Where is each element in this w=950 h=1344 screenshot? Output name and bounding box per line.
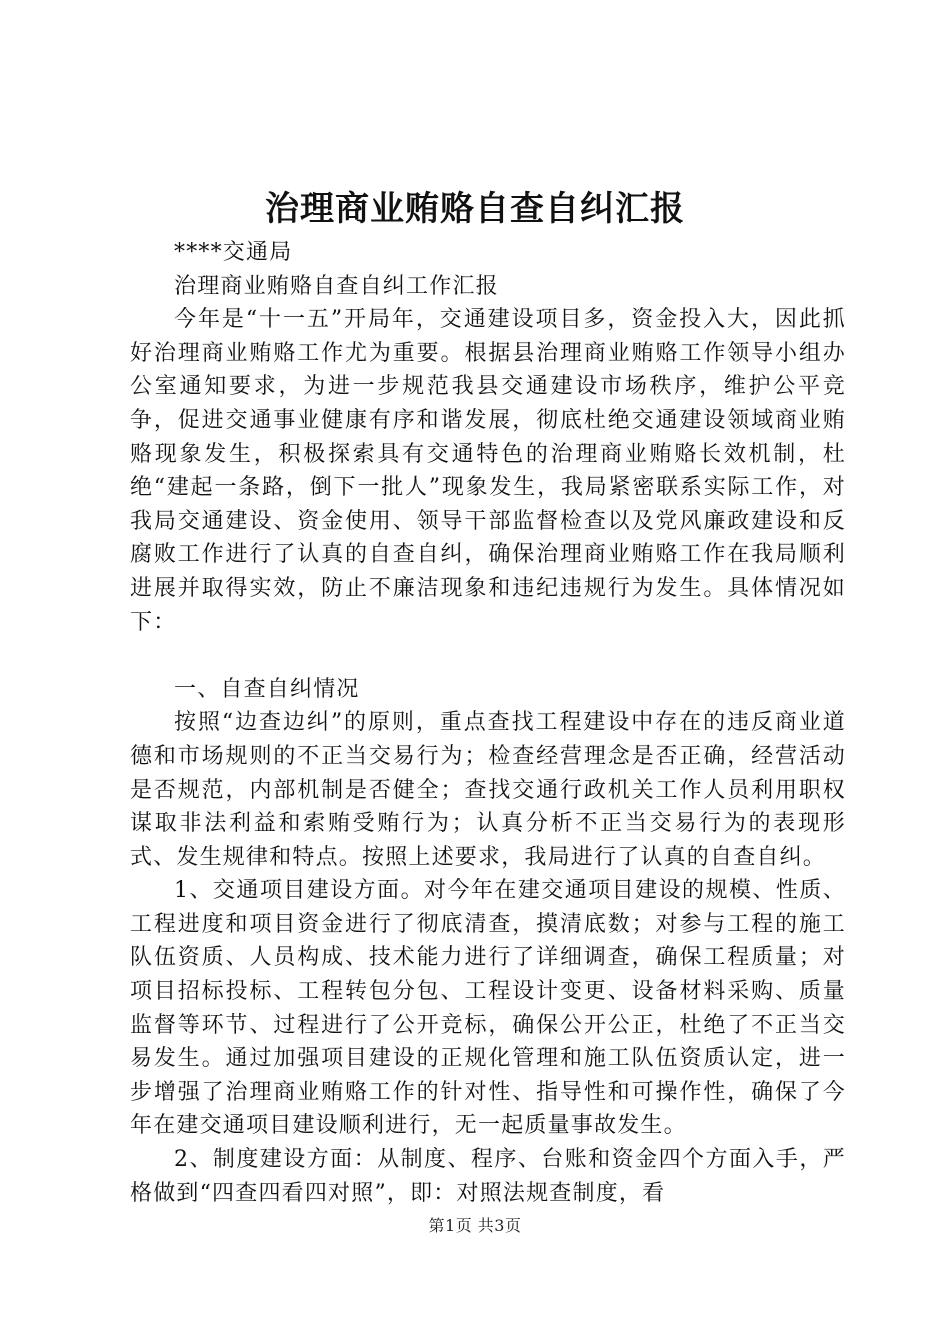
paragraph-subtitle: 治理商业贿赂自查自纠工作汇报 [174, 273, 499, 299]
page-footer: 第1页 共3页 [428, 1216, 522, 1235]
paragraph-intro: 今年是“十一五”开局年，交通建设项目多，资金投入大，因此抓好治理商业贿赂工作尤为重要。根据县治理商业贿赂工作领导小组办公室通知要求，为进一步规范我县交通建设市场秩序，维护公平竞争，促进交通事业健康有序和谐发展，彻底杜绝交通建设领域商业贿赂现象发生，积极探索具有交通特色的治理商业贿赂长效机制，杜绝“建起一条路，倒下一批人”现象发生，我局紧密联系实际工作，对我局交通建设、资金使用、领导干部监督检查以及党风廉政建设和反腐败工作进行了认真的自查自纠，确保治理商业贿赂工作在我局顺利进展并取得实效，防止不廉洁现象和违纪违规行为发生。具体情况如下： [130, 307, 846, 635]
document-title: 治理商业贿赂自查自纠汇报 [265, 189, 685, 229]
paragraph-issuer: ****交通局 [174, 240, 293, 265]
document-body [130, 236, 846, 1210]
paragraph-principle: 按照“边查边纠”的原则，重点查找工程建设中存在的违反商业道德和市场规则的不正当交易行为；检查经营理念是否正确，经营活动是否规范，内部机制是否健全；查找交通行政机关工作人员利用职权谋取非法利益和索贿受贿行为；认真分析不正当交易行为的表现形式、发生规律和特点。按照上述要求，我局进行了认真的自查自纠。 [130, 710, 846, 870]
paragraph-item-1: 1、交通项目建设方面。对今年在建交通项目建设的规模、性质、工程进度和项目资金进行了彻底清查，摸清底数；对参与工程的施工队伍资质、人员构成、技术能力进行了详细调查，确保工程质量；对项目招标投标、工程转包分包、工程设计变更、设备材料采购、质量监督等环节、过程进行了公开竞标，确保公开公正，杜绝了不正当交易发生。通过加强项目建设的正规化管理和施工队伍资质认定，进一步增强了治理商业贿赂工作的针对性、指导性和可操作性，确保了今年在建交通项目建设顺利进行，无一起质量事故发生。 [130, 878, 846, 1139]
section-heading: 一、自查自纠情况 [174, 676, 360, 702]
paragraph-item-2: 2、制度建设方面：从制度、程序、台账和资金四个方面入手，严格做到“四查四看四对照”，即：对照法规查制度，看 [130, 1147, 846, 1206]
